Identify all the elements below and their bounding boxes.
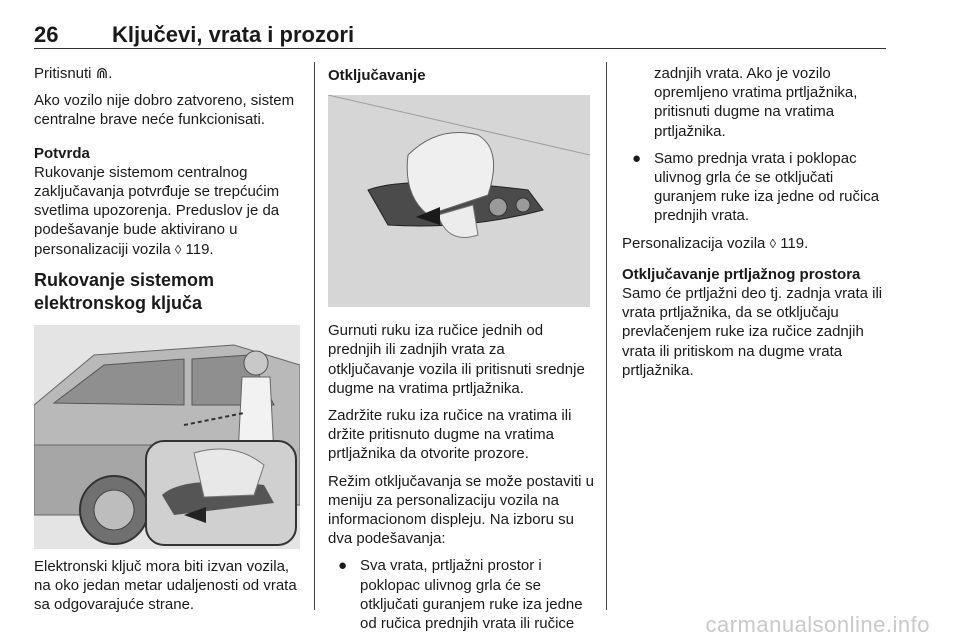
list-item: ● Sva vrata, prtljažni prostor i poklopac ulivnog grla će se otključati guranjem ruke iza jedne od ručica prednjih vrata ili ručice	[338, 557, 583, 633]
bullet-icon: ●	[632, 149, 642, 167]
trunk-unlock-heading: Otključavanje prtljažnog prostora	[622, 265, 861, 283]
list-item-continuation: zadnjih vrata. Ako je vozilo opremljeno vratima prtljažnika, pritisnuti dugme na vratima prtljažnika.	[654, 65, 858, 140]
confirm-heading: Potvrda	[34, 144, 90, 162]
personalization-reference: Personalizacija vozila ◊ 119.	[622, 234, 809, 252]
unlock-key-icon: ⋒	[95, 65, 109, 82]
list-item: ● Samo prednja vrata i poklopac ulivnog grla će se otključati guranjem ruke iza jedne od ručica prednjih vrata.	[632, 149, 880, 225]
unlock-instruction: Gurnuti ruku iza ručice jednih od prednjih ili zadnjih vrata za otključavanje vozila ili pritisnuti srednje dugme na vratima prtljažnika.	[328, 322, 585, 397]
hand-on-handle-illustration	[328, 95, 590, 307]
watermark: carmanualsonline.info	[705, 612, 930, 637]
bullet-icon: ●	[338, 557, 348, 575]
unlock-options-list-continued	[622, 149, 888, 226]
page-reference-link[interactable]: 119.	[185, 240, 214, 258]
window-open-instruction: Zadržite ruku iza ručice na vratima ili držite pritisnuto dugme na vratima prtljažnika da otvorite prozore.	[328, 407, 572, 463]
reference-arrow-icon: ◊	[174, 241, 182, 257]
running-head-title: Ključevi, vrata i prozori	[112, 22, 355, 47]
section-heading-electronic-key: Rukovanje sistemom elektronskog ključa	[34, 269, 215, 313]
electronic-key-distance-note: Elektronski ključ mora biti izvan vozila, na oko jedan metar udaljenosti od vrata sa odgovarajuće strane.	[34, 557, 297, 614]
column-divider-right	[606, 62, 607, 610]
page-number: 26	[34, 22, 59, 47]
confirm-paragraph: Rukovanje sistemom centralnog zaključavanja potvrđuje se trepćućim svetlima upozorenja. Preduslov je da podešavanje bude aktivirano u personalizaciji vozila ◊ 119.	[34, 163, 280, 258]
reference-arrow-icon: ◊	[769, 235, 777, 251]
car-with-person-illustration	[34, 325, 300, 549]
car-door-illustration	[34, 325, 300, 549]
unlock-mode-note: Režim otključavanja se može postaviti u meniju za personalizaciju vozila na informacionom displeju. Na izboru su dva podešavanja:	[328, 472, 594, 548]
door-handle-illustration	[328, 95, 590, 307]
unlocking-heading: Otključavanje	[328, 67, 426, 84]
page-reference-link[interactable]: 119.	[780, 234, 809, 252]
column-left	[34, 64, 302, 622]
trunk-unlock-paragraph: Samo će prtljažni deo tj. zadnja vrata ili vrata prtljažnika, da se otključaju prevlačenjem ruke iza ručice zadnjih vrata ili pritiskom na dugme vrata prtljažnika.	[622, 285, 883, 379]
column-divider-left	[314, 62, 315, 610]
column-middle	[328, 64, 594, 641]
column-right	[622, 64, 888, 388]
unlock-options-list	[328, 556, 594, 633]
central-lock-note: Ako vozilo nije dobro zatvoreno, sistem centralne brave neće funkcionisati.	[34, 92, 295, 129]
page-header	[34, 22, 886, 49]
press-instruction: Pritisnuti ⋒.	[34, 65, 113, 82]
